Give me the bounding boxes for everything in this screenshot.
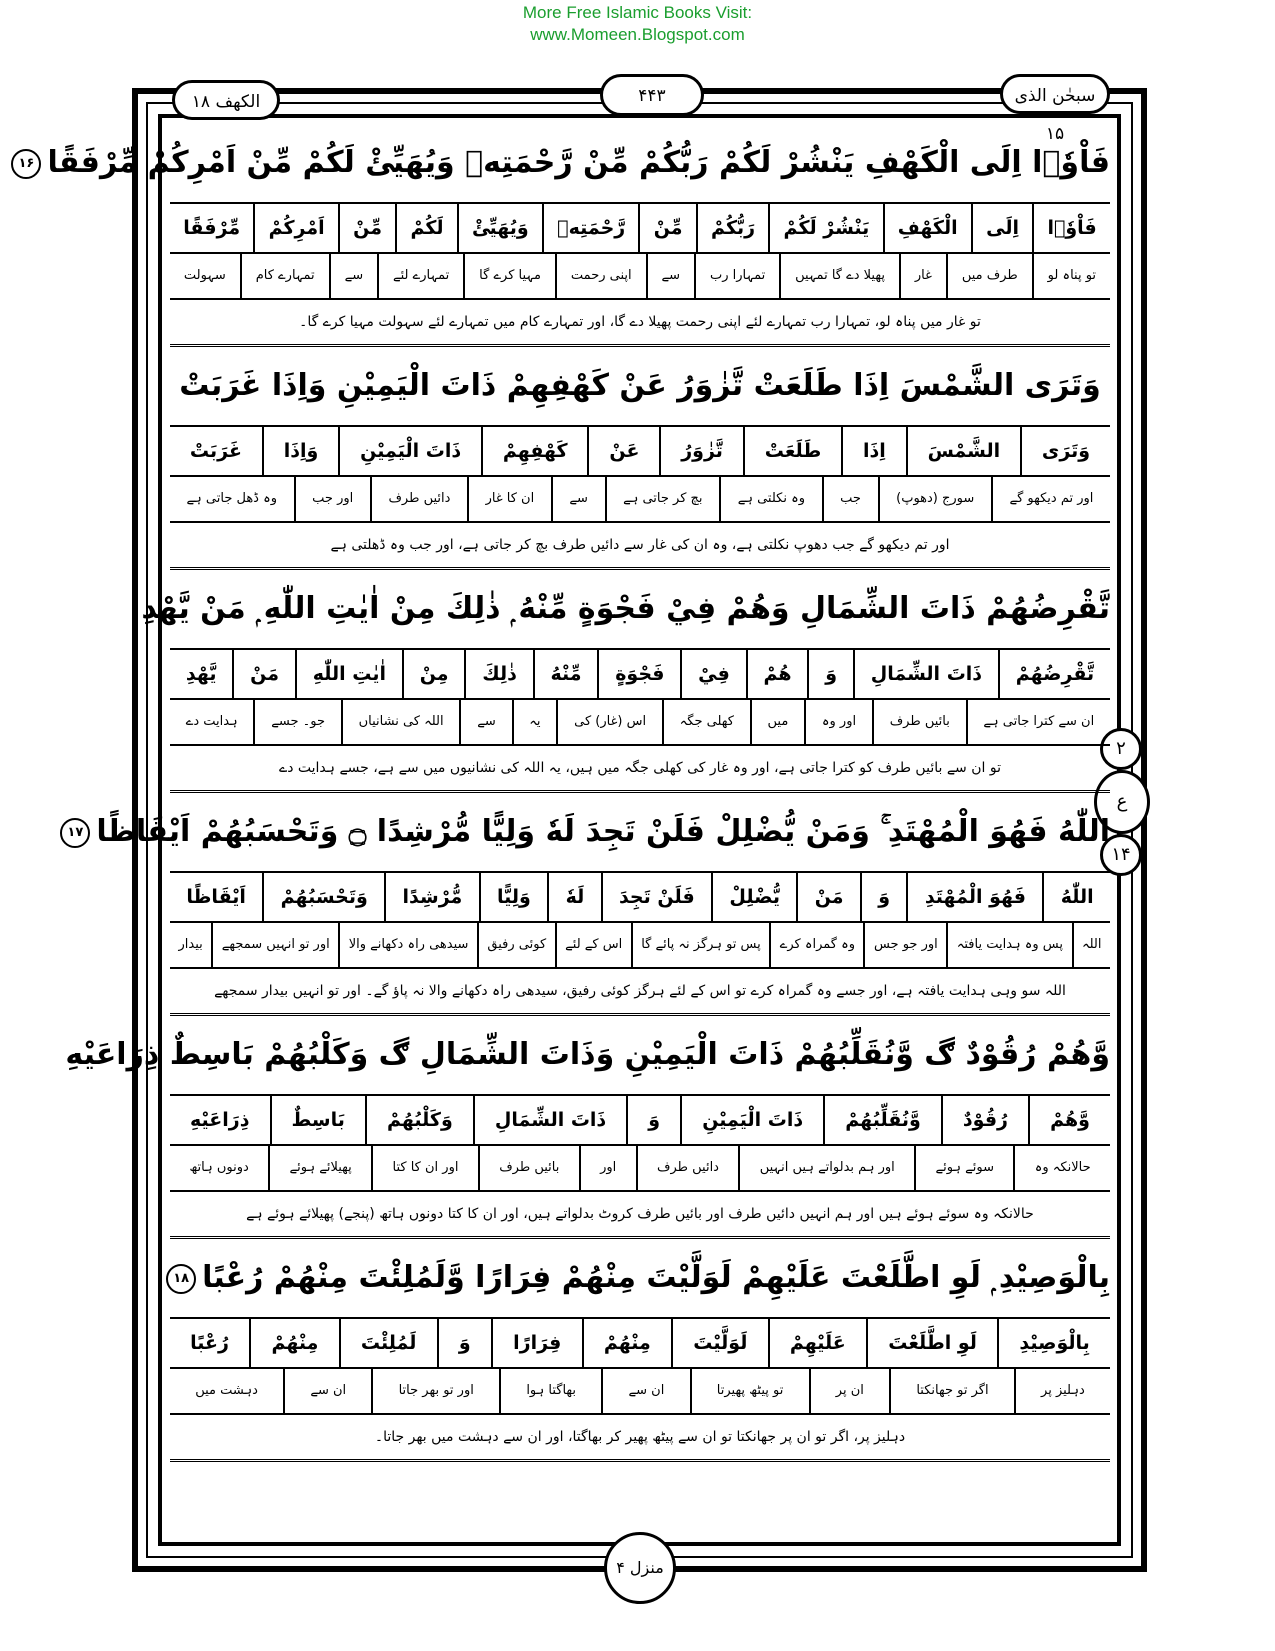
- meaning-cell: وہ نکلتی ہے: [719, 477, 821, 521]
- ruku-marker: ع: [1094, 770, 1150, 834]
- word-cell: لَهٗ: [547, 873, 600, 921]
- word-cell: ذَاتَ الشِّمَالِ: [473, 1096, 626, 1144]
- translation-line: اور تم دیکھو گے جب دھوپ نکلتی ہے، وہ ان کی غار سے دائیں طرف بچ کر جاتی ہے، اور جب وہ ڈھلتی ہے: [170, 523, 1110, 570]
- meaning-cell: بھاگتا ہوا: [499, 1369, 601, 1413]
- word-cell: وَاِذَا: [262, 427, 338, 475]
- meaning-cell: تمہارے کام: [240, 254, 329, 298]
- word-cell: وَ: [626, 1096, 680, 1144]
- meaning-cell: ان کا غار: [467, 477, 551, 521]
- verse-arabic: [65, 1016, 1110, 1096]
- meaning-cell: سوئے ہوئے: [914, 1146, 1013, 1190]
- meaning-row: [170, 1369, 1110, 1415]
- meaning-cell: اور ہم بدلواتے ہیں انہیں: [738, 1146, 914, 1190]
- word-cell: وَ: [807, 650, 852, 698]
- page-number: ۴۴۳: [600, 74, 704, 116]
- word-cell: وَكَلْبُهُمْ: [365, 1096, 473, 1144]
- meaning-cell: سے: [459, 700, 511, 744]
- word-cell: لَكُمْ: [395, 204, 457, 252]
- meaning-cell: جو۔ جسے: [253, 700, 340, 744]
- verse-text: اللّٰهُ فَهُوَ الْمُهْتَدِ ۚ وَمَنْ يُّضْلِلْ فَلَنْ تَجِدَ لَهٗ وَلِيًّا مُّرْشِدًا ۝ وَتَحْسَبُهُمْ اَيْقَاظًا: [96, 814, 1110, 849]
- meaning-cell: دائیں طرف: [636, 1146, 739, 1190]
- verse-text: تَّقْرِضُهُمْ ذَاتَ الشِّمَالِ وَهُمْ فِيْ فَجْوَةٍ مِّنْهُ ۭ ذٰلِكَ مِنْ اٰيٰتِ اللّٰهِ ۭ مَنْ يَّهْدِ: [141, 591, 1110, 626]
- verse-arabic: [141, 570, 1110, 650]
- meaning-cell: ہدایت دے: [185, 714, 238, 729]
- meaning-cell: اور ان کا کتا: [371, 1146, 478, 1190]
- word-cell: ذَاتَ الْيَمِيْنِ: [338, 427, 481, 475]
- meaning-cell: یہ: [512, 700, 557, 744]
- word-cell: مَنْ: [232, 650, 295, 698]
- meaning-cell: سیدھی راہ دکھانے والا: [338, 923, 477, 967]
- word-cell: عَنْ: [587, 427, 659, 475]
- meaning-cell: کھلی جگہ: [662, 700, 750, 744]
- verse-arabic: [67, 793, 1110, 873]
- word-cell: يَنْشُرْ لَكُمْ: [768, 204, 882, 252]
- ayah-number: ۱۷: [60, 818, 90, 848]
- ayah-number: ۱۶: [11, 149, 41, 179]
- word-cell: لَوَلَّيْتَ: [671, 1319, 768, 1367]
- word-cell: مِّنْ: [338, 204, 395, 252]
- verse-block: [170, 347, 1110, 570]
- verse-text: وَتَرَى الشَّمْسَ اِذَا طَلَعَتْ تَّزٰوَرُ عَنْ كَهْفِهِمْ ذَاتَ الْيَمِيْنِ وَاِذَا غَرَبَتْ: [179, 368, 1101, 403]
- meaning-cell: بائیں طرف: [478, 1146, 579, 1190]
- word-cell: عَلَيْهِمْ: [768, 1319, 866, 1367]
- word-row: [170, 204, 1110, 254]
- word-cell: كَهْفِهِمْ: [481, 427, 588, 475]
- verse-text: بِالْوَصِيْدِ ۭ لَوِ اطَّلَعْتَ عَلَيْهِمْ لَوَلَّيْتَ مِنْهُمْ فِرَارًا وَّلَمُلِئْتَ مِنْهُمْ رُعْبًا: [202, 1260, 1110, 1295]
- meaning-cell: ان پر: [809, 1369, 890, 1413]
- word-cell: ذِرَاعَيْهِ: [189, 1109, 250, 1131]
- word-cell: غَرَبَتْ: [189, 440, 242, 462]
- meaning-cell: مہیا کرے گا: [463, 254, 555, 298]
- meaning-cell: سے: [329, 254, 377, 298]
- meaning-row: [170, 1146, 1110, 1192]
- meaning-cell: سے: [551, 477, 605, 521]
- meaning-cell: دہلیز پر: [1014, 1369, 1110, 1413]
- word-cell: وَّهُمْ: [1028, 1096, 1110, 1144]
- word-cell: وَيُهَيِّئْ: [457, 204, 542, 252]
- word-cell: يُّضْلِلْ: [711, 873, 796, 921]
- meaning-cell: اگر تو جھانکتا: [889, 1369, 1014, 1413]
- banner-link[interactable]: www.Momeen.Blogspot.com: [530, 25, 745, 44]
- word-cell: وَتَرَى: [1020, 427, 1110, 475]
- word-cell: وَلِيًّا: [479, 873, 548, 921]
- meaning-cell: تو پیٹھ پھیرتا: [690, 1369, 809, 1413]
- word-cell: اَمْرِكُمْ: [253, 204, 338, 252]
- word-row: [170, 1319, 1110, 1369]
- word-cell: بَاسِطٌ: [270, 1096, 365, 1144]
- meaning-cell: پس تو ہرگز نہ پائے گا: [631, 923, 770, 967]
- meaning-cell: سورج (دھوپ): [878, 477, 991, 521]
- side-marker-bottom: ۱۴: [1100, 834, 1142, 876]
- word-cell: هُمْ: [746, 650, 808, 698]
- meaning-cell: اور وہ: [804, 700, 872, 744]
- word-cell: مِنْهُمْ: [249, 1319, 338, 1367]
- word-cell: وَتَحْسَبُهُمْ: [262, 873, 384, 921]
- word-cell: وَ: [860, 873, 907, 921]
- word-row: [170, 873, 1110, 923]
- meaning-cell: حالانکہ وہ: [1013, 1146, 1110, 1190]
- word-cell: مِنْهُمْ: [582, 1319, 671, 1367]
- word-cell: مِنْ: [402, 650, 465, 698]
- meaning-cell: تو پناہ لو: [1032, 254, 1110, 298]
- verse-block: [67, 793, 1110, 1016]
- word-cell: فِيْ: [680, 650, 745, 698]
- meaning-cell: اس کے لئے: [555, 923, 631, 967]
- surah-label: الکھف ۱۸: [172, 80, 280, 120]
- meaning-cell: اللہ: [1072, 923, 1110, 967]
- word-cell: وَ: [437, 1319, 491, 1367]
- word-cell: فَلَنْ تَجِدَ: [601, 873, 711, 921]
- meaning-cell: سے: [646, 254, 694, 298]
- word-row: [170, 1096, 1110, 1146]
- word-cell: رَّحْمَتِهٖ: [542, 204, 639, 252]
- meaning-cell: تمہارے لئے: [377, 254, 463, 298]
- verse-text: وَّهُمْ رُقُوْدٌ ڰ وَّنُقَلِّبُهُمْ ذَاتَ الْيَمِيْنِ وَذَاتَ الشِّمَالِ ڰ وَكَلْبُهُمْ بَاسِطٌ ذِرَاعَيْهِ: [65, 1037, 1110, 1072]
- word-cell: اَيْقَاظًا: [186, 886, 246, 908]
- word-cell: تَّزٰوَرُ: [659, 427, 742, 475]
- meaning-cell: وہ گمراہ کرے: [769, 923, 863, 967]
- meaning-row: [170, 923, 1110, 969]
- word-cell: اِلَى: [971, 204, 1032, 252]
- word-cell: وَّنُقَلِّبُهُمْ: [823, 1096, 941, 1144]
- meaning-row: [170, 254, 1110, 300]
- translation-line: اللہ سو وہی ہدایت یافتہ ہے، اور جسے وہ گمراہ کرے تو اس کے لئے ہرگز کوئی رفیق، سیدھی راہ دکھانے والا نہ پاؤ گے۔ اور تو انہیں بیدار سمجھے: [170, 969, 1110, 1016]
- meaning-cell: تمہارا رب: [694, 254, 779, 298]
- meaning-cell: اس (غار) کی: [556, 700, 662, 744]
- meaning-cell: میں: [750, 700, 804, 744]
- meaning-cell: دونوں ہاتھ: [189, 1160, 249, 1175]
- meaning-cell: بائیں طرف: [872, 700, 966, 744]
- meaning-cell: اور: [579, 1146, 636, 1190]
- meaning-cell: غار: [899, 254, 946, 298]
- word-cell: ذٰلِكَ: [464, 650, 532, 698]
- meaning-cell: بیدار: [178, 937, 203, 952]
- word-cell: لَمُلِئْتَ: [339, 1319, 437, 1367]
- verse-text: فَاْوٗۤا اِلَى الْكَهْفِ يَنْشُرْ لَكُمْ رَبُّكُمْ مِّنْ رَّحْمَتِهٖ وَيُهَيِّئْ لَكُمْ مِّنْ اَمْرِكُمْ مِّرْفَقًا: [47, 145, 1110, 180]
- word-row: [170, 427, 1110, 477]
- word-cell: رَبُّكُمْ: [696, 204, 769, 252]
- meaning-row: [170, 700, 1110, 746]
- word-cell: الْكَهْفِ: [883, 204, 971, 252]
- word-cell: ذَاتَ الْيَمِيْنِ: [680, 1096, 823, 1144]
- word-cell: اِذَا: [841, 427, 906, 475]
- word-cell: رُقُوْدٌ: [941, 1096, 1028, 1144]
- word-cell: فَاْوٗۤا: [1032, 204, 1110, 252]
- word-cell: مِّنْهُ: [533, 650, 598, 698]
- word-cell: فِرَارًا: [491, 1319, 582, 1367]
- translation-line: حالانکہ وہ سوئے ہوئے ہیں اور ہم انہیں دائیں طرف اور بائیں طرف کروٹ بدلواتے ہیں، اور ان کا کتا دونوں ہاتھ (پنجے) پھیلائے ہوئے ہے: [170, 1192, 1110, 1239]
- meaning-cell: دہشت میں: [195, 1383, 258, 1398]
- meaning-cell: اور جو جس: [863, 923, 946, 967]
- meaning-cell: ان سے: [283, 1369, 371, 1413]
- word-cell: تَّقْرِضُهُمْ: [998, 650, 1110, 698]
- meaning-cell: ان سے: [601, 1369, 689, 1413]
- word-cell: فَجْوَةٍ: [597, 650, 680, 698]
- word-cell: رُعْبًا: [190, 1332, 229, 1354]
- meaning-cell: ان سے کترا جاتی ہے: [966, 700, 1110, 744]
- verse-block: [65, 1016, 1110, 1239]
- manzil-marker: منزل ۴: [604, 1532, 676, 1604]
- word-cell: طَلَعَتْ: [743, 427, 841, 475]
- promo-banner: [0, 0, 1275, 46]
- meaning-cell: اور تو انہیں سمجھے: [211, 923, 338, 967]
- meaning-cell: طرف میں: [946, 254, 1032, 298]
- word-cell: اللّٰهُ: [1042, 873, 1110, 921]
- word-cell: بِالْوَصِيْدِ: [997, 1319, 1110, 1367]
- verse-arabic: [170, 1239, 1110, 1319]
- translation-line: تو غار میں پناہ لو، تمہارا رب تمہارے لئے اپنی رحمت پھیلا دے گا، اور تمہارے کام میں تمہارے لئے سہولت مہیا کرے گا۔: [170, 300, 1110, 347]
- meaning-cell: پھیلا دے گا تمہیں: [779, 254, 899, 298]
- verse-block: [170, 1239, 1110, 1462]
- word-cell: مِّرْفَقًا: [183, 217, 241, 239]
- meaning-row: [170, 477, 1110, 523]
- translation-line: دہلیز پر، اگر تو ان پر جھانکتا تو ان سے پیٹھ پھیر کر بھاگتا، اور ان سے دہشت میں بھر جاتا۔: [170, 1415, 1110, 1462]
- meaning-cell: اللہ کی نشانیاں: [341, 700, 460, 744]
- meaning-cell: بچ کر جاتی ہے: [605, 477, 720, 521]
- word-cell: الشَّمْسَ: [906, 427, 1020, 475]
- para-label: سبحٰن الذی ۱۵: [1000, 74, 1110, 114]
- meaning-cell: اور تم دیکھو گے: [991, 477, 1110, 521]
- word-row: [170, 650, 1110, 700]
- meaning-cell: اور تو بھر جاتا: [371, 1369, 499, 1413]
- verse-block: [141, 570, 1110, 793]
- meaning-cell: کوئی رفیق: [477, 923, 555, 967]
- verse-block: [18, 124, 1110, 347]
- meaning-cell: اپنی رحمت: [555, 254, 646, 298]
- word-cell: مَنْ: [796, 873, 860, 921]
- meaning-cell: پھیلائے ہوئے: [268, 1146, 371, 1190]
- verse-arabic: [18, 124, 1110, 204]
- meaning-cell: سہولت: [183, 268, 226, 283]
- banner-line-1: More Free Islamic Books Visit:: [522, 3, 753, 22]
- meaning-cell: دائیں طرف: [370, 477, 467, 521]
- word-cell: لَوِ اطَّلَعْتَ: [866, 1319, 997, 1367]
- word-cell: ذَاتَ الشِّمَالِ: [853, 650, 998, 698]
- ayah-number: ۱۸: [166, 1264, 196, 1294]
- word-cell: مِّنْ: [638, 204, 695, 252]
- word-cell: مُّرْشِدًا: [384, 873, 478, 921]
- translation-line: تو ان سے بائیں طرف کو کترا جاتی ہے، اور وہ غار کی کھلی جگہ میں ہیں، یہ اللہ کی نشانیوں میں سے ہے، جسے ہدایت دے: [170, 746, 1110, 793]
- side-marker-top: ۲: [1100, 728, 1142, 770]
- word-cell: يَّهْدِ: [185, 663, 217, 685]
- meaning-cell: پس وہ ہدایت یافتہ: [946, 923, 1071, 967]
- word-cell: اٰيٰتِ اللّٰهِ: [295, 650, 402, 698]
- word-cell: فَهُوَ الْمُهْتَدِ: [906, 873, 1042, 921]
- verse-arabic: [170, 347, 1110, 427]
- meaning-cell: جب: [822, 477, 878, 521]
- page-content: [18, 124, 1110, 1462]
- meaning-cell: وہ ڈھل جاتی ہے: [186, 491, 277, 506]
- meaning-cell: اور جب: [294, 477, 370, 521]
